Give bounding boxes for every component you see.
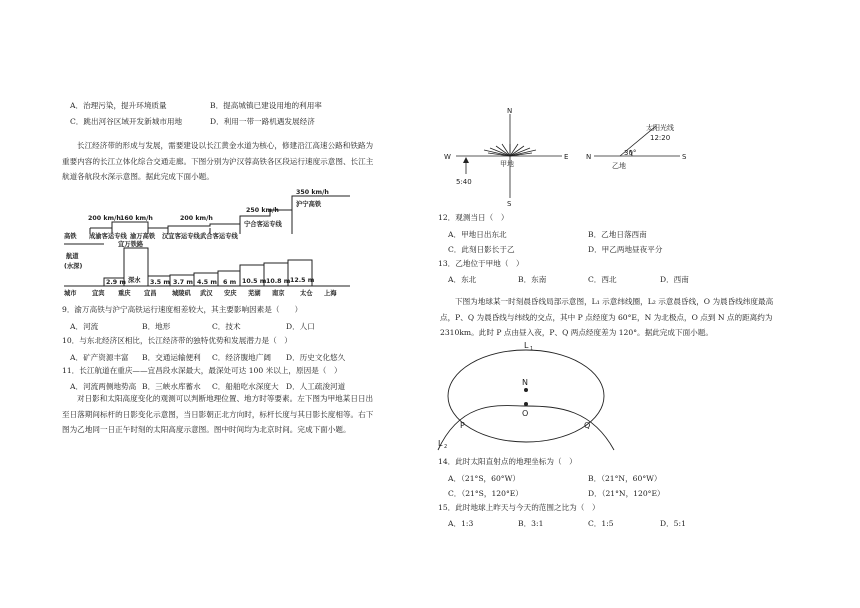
q13-option-a: A．东北 — [448, 275, 477, 284]
speed-label-200b: 200 km/h — [180, 215, 213, 222]
city-wuhan: 武汉 — [200, 290, 213, 297]
q8-option-c: C．跳出河谷区域开发新城市用地 — [70, 117, 183, 126]
city-chongqing: 重庆 — [118, 290, 131, 297]
q11-stem: 11．长江航道在重庆——宜昌段水深最大，最深处可达 100 米以上，原因是（ ） — [62, 366, 342, 375]
shadow-intro: 对日影和太阳高度变化的观测可以判断地理位置、地方时等要素。左下图为甲地某日日出至日落期间标杆的日影变化示意图，当日影朝正北方向时，标杆长度与其日影长度相等。右下图为乙地同一日正午时刻的太阳高度示意图。图中时间均为北京时间。完成下面小题。 — [62, 394, 374, 434]
city-row-label: 城市 — [64, 290, 77, 297]
label-l2-sub: 2 — [444, 444, 448, 450]
q9-option-a: A．河流 — [70, 322, 99, 331]
q9-option-c: C．技术 — [212, 322, 241, 331]
q15-option-a: A．1:3 — [448, 519, 474, 528]
water-row-sub: (水深) — [64, 263, 83, 270]
depth-label-2: 深水 — [128, 277, 141, 284]
q10-option-a: A．矿产资源丰富 — [70, 353, 129, 362]
q15-stem: 15．此时地球上昨天与今天的范围之比为（ ） — [438, 503, 600, 512]
terminator-intro: 下图为地球某一时刻晨昏线局部示意图，L₁ 示意纬线圈，L₂ 示意晨昏线，O 为晨昏线纬度最高点，P、Q 为晨昏线与纬线的交点，其中 P 点经度为 60°E，N 为北极点，O 点到 N 点的距离约为 2310km。此时 P 点由昼入夜，P、Q 两点经度差为 120°。据此完成下面小题。 — [440, 297, 774, 337]
segment-hanyi: 汉宜客运专线 — [162, 233, 200, 240]
q8-option-a: A．治理污染，提升环境质量 — [70, 101, 167, 110]
q11-option-d: D．人工疏浚河道 — [286, 382, 346, 391]
q11-option-b: B．三峡水库蓄水 — [142, 382, 201, 391]
terminator-figure — [432, 338, 622, 456]
depth-label-5: 4.5 m — [197, 279, 217, 286]
segment-yiwan: 宜万铁路 — [118, 241, 144, 248]
q14-option-a: A．（21°S，60°W） — [448, 474, 520, 483]
city-yibin: 宜宾 — [92, 290, 105, 297]
speed-label-200a: 200 km/h — [88, 215, 121, 222]
segment-chengyu: 成渝客运专线 — [89, 233, 127, 240]
city-chenglingji: 城陵矶 — [172, 290, 191, 297]
q15-option-d: D．5:1 — [660, 519, 686, 528]
q15-option-c: C．1:5 — [588, 519, 614, 528]
fig2-south: S — [682, 153, 687, 161]
point-o — [524, 402, 528, 406]
fig1-time: 5:40 — [456, 178, 472, 186]
depth-label-3: 3.5 m — [150, 279, 170, 286]
q13-option-d: D．西南 — [660, 275, 689, 284]
city-wuhu: 芜湖 — [248, 290, 261, 297]
q12-option-c: C．此刻日影长于乙 — [448, 245, 515, 254]
fig2-place: 乙地 — [612, 162, 626, 170]
fig2-angle: 30° — [624, 149, 637, 157]
q12-option-a: A．甲地日出东北 — [448, 230, 507, 239]
q10-option-b: B．交通运输便利 — [142, 353, 201, 362]
label-n: N — [522, 378, 528, 387]
q14-option-d: D．（21°N，120°E） — [588, 489, 665, 498]
q10-option-d: D．历史文化悠久 — [286, 353, 346, 362]
q11-option-a: A．河流两侧地势高 — [70, 382, 137, 391]
north-pole-point — [524, 388, 528, 392]
q8-option-d: D．利用一带一路机遇发展经济 — [210, 117, 315, 126]
depth-label-4: 3.7 m — [173, 279, 193, 286]
segment-ninghe: 宁合客运专线 — [244, 221, 282, 228]
q9-stem: 9．渝万高铁与沪宁高铁运行速度相差较大，其主要影响因素是（ ） — [62, 305, 303, 314]
speed-label-250: 250 km/h — [246, 207, 279, 214]
q14-option-c: C．（21°S，120°E） — [448, 489, 523, 498]
shadow-figure — [440, 106, 580, 206]
speed-label-160: 160 km/h — [120, 215, 153, 222]
depth-label-1: 2.9 m — [106, 279, 126, 286]
q13-stem: 13．乙地位于甲地（ ） — [438, 259, 524, 268]
fig1-place: 甲地 — [500, 160, 514, 168]
depth-label-7: 10.5 m — [242, 278, 267, 285]
q12-stem: 12．观测当日（ ） — [438, 213, 509, 222]
q10-stem: 10．与东北经济区相比，长江经济带的独特优势和发展潜力是（ ） — [62, 336, 292, 345]
rail-water-chart — [60, 182, 360, 300]
q14-stem: 14．此时太阳直射点的地理坐标为（ ） — [438, 457, 577, 466]
label-l2: L — [438, 439, 443, 448]
city-yichang: 宜昌 — [144, 290, 157, 297]
fig2-north: N — [586, 153, 592, 161]
fig2-time: 12:20 — [650, 134, 671, 142]
label-q: Q — [584, 421, 591, 430]
depth-label-9: 12.5 m — [290, 277, 315, 284]
q14-option-b: B．（21°N，60°W） — [588, 474, 662, 483]
segment-huning: 沪宁高铁 — [296, 201, 322, 208]
fig2-title: 太阳光线 — [646, 124, 674, 132]
q12-option-b: B．乙地日落西南 — [588, 230, 647, 239]
q13-option-c: C．西北 — [588, 275, 617, 284]
q13-option-b: B．东南 — [518, 275, 547, 284]
q10-option-c: C．经济腹地广阔 — [212, 353, 271, 362]
q15-option-b: B．3:1 — [518, 519, 544, 528]
city-nanjing: 南京 — [272, 290, 285, 297]
label-o: O — [522, 409, 529, 418]
q8-option-b: B．提高城镇已建设用地的利用率 — [210, 101, 322, 110]
speed-label-350: 350 km/h — [296, 189, 329, 196]
city-taicang: 太仓 — [300, 290, 313, 297]
city-shanghai: 上海 — [324, 290, 337, 297]
label-p: P — [460, 421, 465, 430]
q12-option-d: D．甲乙两地昼夜平分 — [588, 245, 663, 254]
depth-label-8: 10.8 m — [266, 278, 291, 285]
fig1-south: S — [507, 200, 512, 206]
label-l1: L — [524, 341, 529, 350]
segment-yuwan: 渝万高铁 — [130, 233, 156, 240]
segment-wuhe: 武合客运专线 — [200, 233, 238, 240]
yangtze-intro: 长江经济带的形成与发展，需要建设以长江黄金水道为核心，修建沿江高速公路和铁路为重要内容的长江立体化综合交通走廊。下图分别为沪汉蓉高铁各区段运行速度示意图、长江主航道各航段水深示意图。据此完成下面小题。 — [62, 141, 374, 181]
q11-option-c: C．船舶吃水深度大 — [212, 382, 279, 391]
label-l1-sub: 1 — [530, 346, 534, 352]
fig1-east: E — [564, 153, 569, 161]
rail-row-label: 高铁 — [64, 233, 77, 240]
sun-angle-figure — [580, 118, 700, 178]
water-row-label: 航道 — [66, 253, 79, 260]
latitude-circle-l1 — [448, 350, 604, 442]
q9-option-d: D．人口 — [286, 322, 315, 331]
fig1-north: N — [507, 107, 513, 115]
fig1-west: W — [444, 153, 451, 161]
q9-option-b: B．地形 — [142, 322, 171, 331]
depth-label-6: 6 m — [223, 279, 237, 286]
city-anqing: 安庆 — [224, 290, 237, 297]
